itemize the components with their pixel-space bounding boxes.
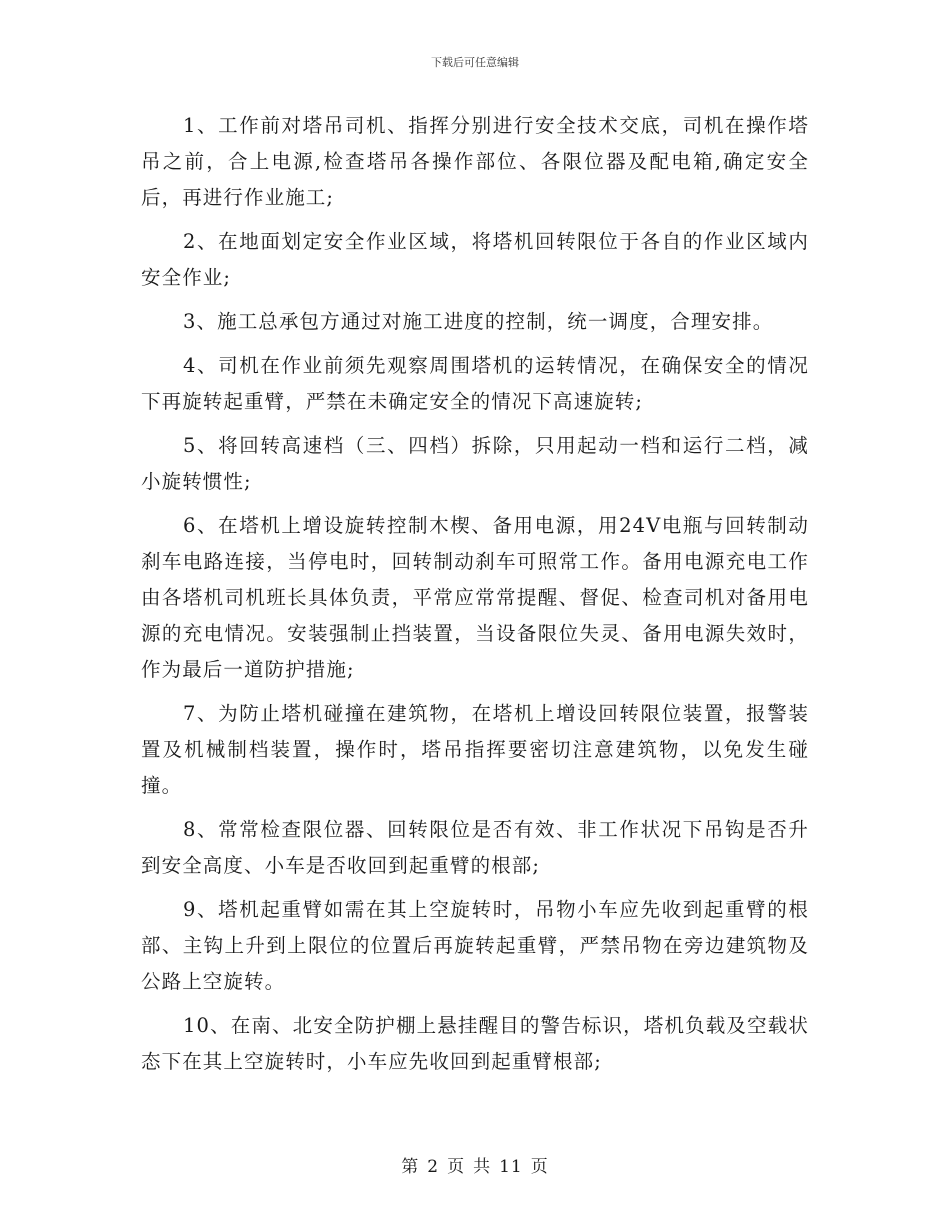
paragraph-1: 1、工作前对塔吊司机、指挥分别进行安全技术交底，司机在操作塔吊之前，合上电源,检查塔吊各操作部位、各限位器及配电箱,确定安全后，再进行作业施工; <box>141 114 809 209</box>
footer-current-page: 2 <box>427 1157 440 1177</box>
footer-total-pages: 11 <box>499 1157 523 1177</box>
footer-total-prefix: 共 <box>473 1157 492 1177</box>
paragraph-3: 3、施工总承包方通过对施工进度的控制，统一调度，合理安排。 <box>183 310 774 333</box>
page-number-footer <box>0 1152 950 1177</box>
paragraph-4: 4、司机在作业前须先观察周围塔机的运转情况，在确保安全的情况下再旋转起重臂，严禁在未确定安全的情况下高速旋转; <box>141 354 809 413</box>
page-header-note: 下载后可任意编辑 <box>431 56 519 69</box>
footer-page-word: 页 <box>447 1157 466 1177</box>
paragraph-7: 7、为防止塔机碰撞在建筑物，在塔机上增设回转限位装置，报警装置及机械制档装置，操作时，塔吊指挥要密切注意建筑物，以免发生碰撞。 <box>141 702 809 797</box>
footer-total-word: 页 <box>530 1157 549 1177</box>
footer-prefix: 第 <box>401 1157 420 1177</box>
paragraph-6: 6、在塔机上增设旋转控制木楔、备用电源，用24V电瓶与回转制动刹车电路连接，当停电时，回转制动刹车可照常工作。备用电源充电工作由各塔机司机班长具体负责，平常应常常提醒、督促、检查司机对备用电源的充电情况。安装强制止挡装置，当设备限位失灵、备用电源失效时，作为最后一道防护措施; <box>141 514 809 681</box>
paragraph-10: 10、在南、北安全防护棚上悬挂醒目的警告标识，塔机负载及空载状态下在其上空旋转时，小车应先收回到起重臂根部; <box>141 1014 809 1073</box>
paragraph-8: 8、常常检查限位器、回转限位是否有效、非工作状况下吊钩是否升到安全高度、小车是否收回到起重臂的根部; <box>141 818 809 877</box>
paragraph-5: 5、将回转高速档（三、四档）拆除，只用起动一档和运行二档，减小旋转惯性; <box>141 434 809 493</box>
document-body <box>141 108 809 1088</box>
paragraph-9: 9、塔机起重臂如需在其上空旋转时，吊物小车应先收到起重臂的根部、主钩上升到上限位的位置后再旋转起重臂，严禁吊物在旁边建筑物及公路上空旋转。 <box>141 898 809 993</box>
paragraph-2: 2、在地面划定安全作业区域，将塔机回转限位于各自的作业区域内安全作业; <box>141 230 809 289</box>
